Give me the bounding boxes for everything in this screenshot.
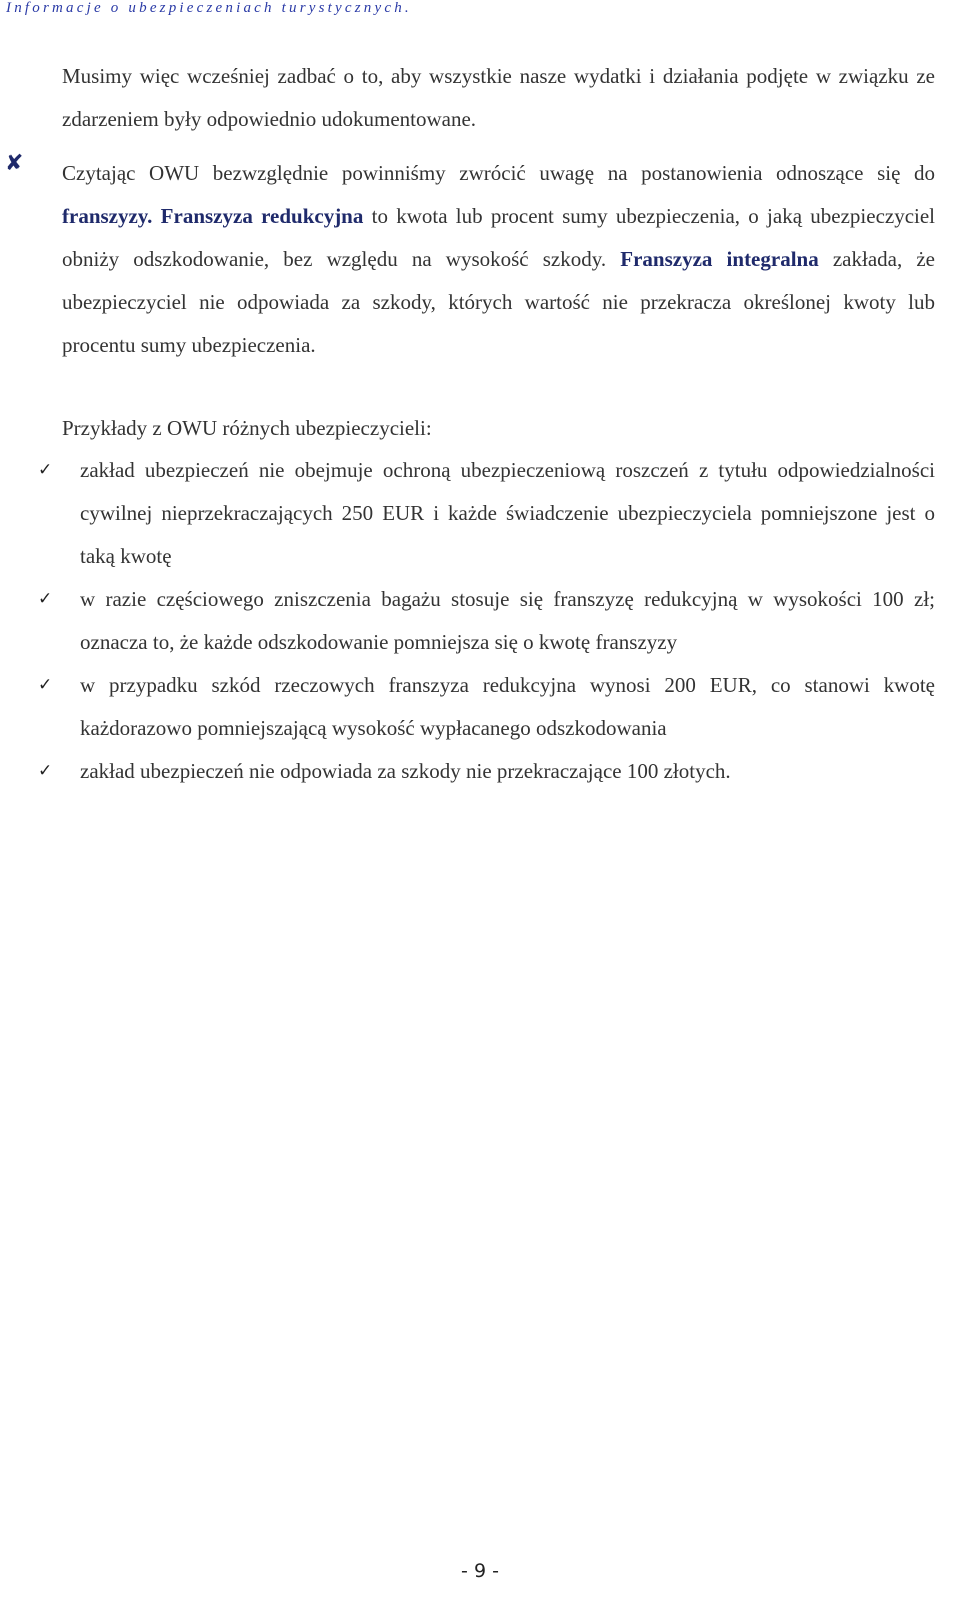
- check-mark-icon: ✓: [38, 675, 53, 695]
- term-franszyza-redukcyjna: Franszyza redukcyjna: [160, 204, 364, 228]
- check-mark-icon: ✓: [38, 460, 53, 480]
- cross-mark-icon: ✘: [5, 151, 24, 176]
- check-mark-icon: ✓: [38, 761, 53, 781]
- list-item: [0, 449, 935, 578]
- running-header: Informacje o ubezpieczeniach turystycznych.: [6, 0, 412, 16]
- page-number: - 9 -: [461, 1560, 499, 1582]
- franchise-paragraph: [62, 152, 935, 367]
- list-item-text: zakład ubezpieczeń nie obejmuje ochroną ubezpieczeniową roszczeń z tytułu odpowiedzialności cywilnej nieprzekraczających 250 EUR i każde świadczenie ubezpieczyciela pomniejszone jest o taką kwotę: [80, 458, 935, 568]
- franchise-text-2: to kwota lub procent sumy ubezpieczenia, o jaką ubezpieczyciel obniży odszkodowanie, bez względu na wysokość szkody.: [62, 204, 936, 271]
- term-franszyza-integralna: Franszyza integralna: [620, 247, 819, 271]
- franchise-text-3: zakłada, że ubezpieczyciel nie odpowiada za szkody, których wartość nie przekracza określonej kwoty lub procentu sumy ubezpieczenia.: [62, 247, 935, 357]
- examples-heading: Przykłady z OWU różnych ubezpieczycieli:: [62, 416, 432, 440]
- list-item-text: w przypadku szkód rzeczowych franszyza redukcyjna wynosi 200 EUR, co stanowi kwotę każdorazowo pomniejszającą wysokość wypłacanego odszkodowania: [80, 673, 935, 740]
- franchise-text-1: Czytając OWU bezwzględnie powinniśmy zwrócić uwagę na postanowienia odnoszące się do: [62, 161, 935, 185]
- term-franszyzy: franszyzy.: [62, 204, 153, 228]
- list-item: [0, 664, 935, 750]
- list-item-text: w razie częściowego zniszczenia bagażu stosuje się franszyzę redukcyjną w wysokości 100 zł; oznacza to, że każde odszkodowanie pomniejsza się o kwotę franszyzy: [80, 587, 935, 654]
- intro-paragraph: Musimy więc wcześniej zadbać o to, aby wszystkie nasze wydatki i działania podjęte w związku ze zdarzeniem były odpowiednio udokumentowane.: [62, 64, 935, 131]
- examples-list: [0, 449, 960, 793]
- list-item-text: zakład ubezpieczeń nie odpowiada za szkody nie przekraczające 100 złotych.: [80, 759, 731, 783]
- check-mark-icon: ✓: [38, 589, 53, 609]
- list-item: [0, 578, 935, 664]
- list-item: [0, 750, 935, 793]
